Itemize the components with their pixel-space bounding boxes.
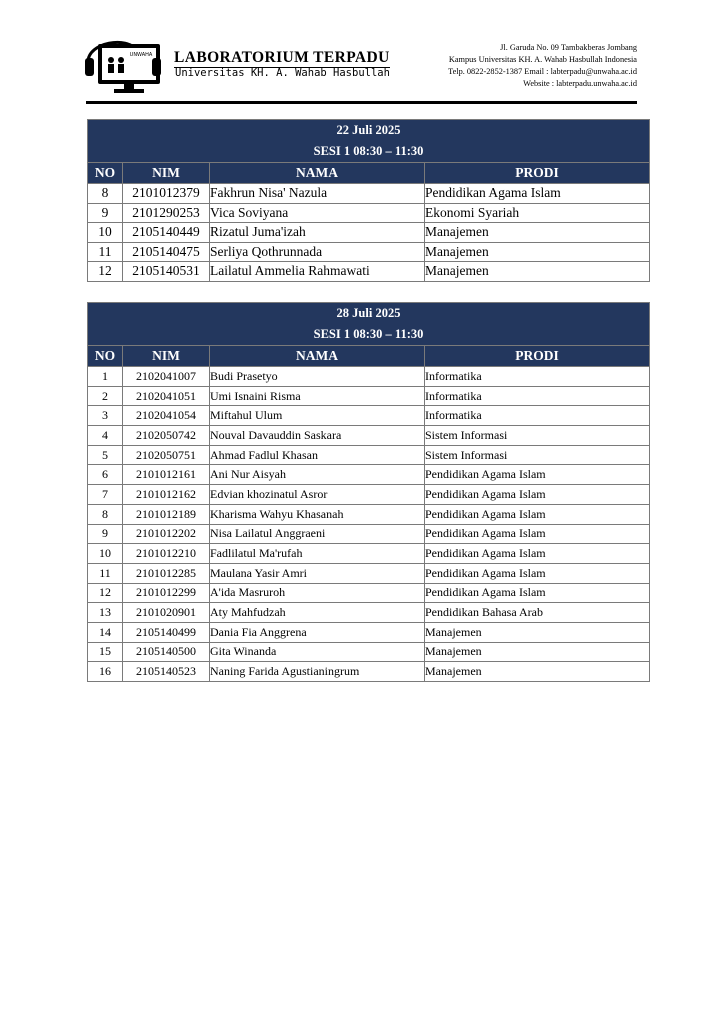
cell-nama: Nouval Davauddin Saskara xyxy=(210,426,425,446)
cell-nama: Aty Mahfudzah xyxy=(210,603,425,623)
cell-nama: Maulana Yasir Amri xyxy=(210,563,425,583)
cell-prodi: Pendidikan Agama Islam xyxy=(425,583,650,603)
cell-no: 12 xyxy=(88,262,123,282)
cell-nim: 2102050742 xyxy=(123,426,210,446)
website-line: Website : labterpadu.unwaha.ac.id xyxy=(523,79,637,88)
col-header-nim: NIM xyxy=(123,346,210,367)
col-header-no: NO xyxy=(88,163,123,184)
cell-no: 10 xyxy=(88,544,123,564)
cell-nama: Vica Soviyana xyxy=(210,203,425,223)
col-header-prodi: PRODI xyxy=(425,163,650,184)
col-header-no: NO xyxy=(88,346,123,367)
cell-nim: 2101012161 xyxy=(123,465,210,485)
cell-nama: Fakhrun Nisa' Nazula xyxy=(210,184,425,204)
table-row xyxy=(88,603,650,623)
col-header-nama: NAMA xyxy=(210,346,425,367)
cell-prodi: Pendidikan Bahasa Arab xyxy=(425,603,650,623)
cell-prodi: Pendidikan Agama Islam xyxy=(425,465,650,485)
header-divider xyxy=(86,101,637,104)
cell-nama: Gita Winanda xyxy=(210,642,425,662)
cell-no: 14 xyxy=(88,622,123,642)
cell-no: 15 xyxy=(88,642,123,662)
cell-nim: 2101012210 xyxy=(123,544,210,564)
table-row xyxy=(88,642,650,662)
cell-nama: Fadlilatul Ma'rufah xyxy=(210,544,425,564)
cell-nama: Lailatul Ammelia Rahmawati xyxy=(210,262,425,282)
table-title-row xyxy=(88,120,650,163)
cell-prodi: Manajemen xyxy=(425,622,650,642)
cell-nim: 2101012162 xyxy=(123,485,210,505)
cell-prodi: Sistem Informasi xyxy=(425,426,650,446)
cell-no: 9 xyxy=(88,524,123,544)
university-name: Universitas KH. A. Wahab Hasbullah xyxy=(175,67,390,79)
cell-nim: 2105140531 xyxy=(123,262,210,282)
lab-name: LABORATORIUM TERPADU xyxy=(174,49,390,66)
table-row xyxy=(88,563,650,583)
cell-nama: Nisa Lailatul Anggraeni xyxy=(210,524,425,544)
cell-prodi: Informatika xyxy=(425,386,650,406)
table-row xyxy=(88,386,650,406)
cell-no: 4 xyxy=(88,426,123,446)
phone-email-line: Telp. 0822-2852-1387 Email : labterpadu@unwaha.ac.id xyxy=(448,67,637,76)
cell-no: 12 xyxy=(88,583,123,603)
col-header-nim: NIM xyxy=(123,163,210,184)
cell-prodi: Sistem Informasi xyxy=(425,445,650,465)
cell-nim: 2101012299 xyxy=(123,583,210,603)
cell-no: 10 xyxy=(88,223,123,243)
table-row xyxy=(88,223,650,243)
cell-nim: 2102041051 xyxy=(123,386,210,406)
cell-no: 8 xyxy=(88,184,123,204)
cell-prodi: Pendidikan Agama Islam xyxy=(425,524,650,544)
cell-prodi: Manajemen xyxy=(425,642,650,662)
session-time: SESI 1 08:30 – 11:30 xyxy=(313,144,424,158)
cell-nim: 2101290253 xyxy=(123,203,210,223)
table-row xyxy=(88,583,650,603)
table-row xyxy=(88,426,650,446)
cell-no: 7 xyxy=(88,485,123,505)
cell-no: 11 xyxy=(88,242,123,262)
table-row xyxy=(88,662,650,682)
table-row xyxy=(88,524,650,544)
table-row xyxy=(88,242,650,262)
cell-nama: Edvian khozinatul Asror xyxy=(210,485,425,505)
cell-nama: Rizatul Juma'izah xyxy=(210,223,425,243)
cell-nim: 2105140523 xyxy=(123,662,210,682)
cell-nama: Umi Isnaini Risma xyxy=(210,386,425,406)
cell-nim: 2105140500 xyxy=(123,642,210,662)
table-row xyxy=(88,406,650,426)
cell-no: 8 xyxy=(88,504,123,524)
cell-no: 9 xyxy=(88,203,123,223)
session-time: SESI 1 08:30 – 11:30 xyxy=(313,327,424,341)
cell-no: 1 xyxy=(88,367,123,387)
cell-prodi: Pendidikan Agama Islam xyxy=(425,184,650,204)
cell-prodi: Manajemen xyxy=(425,242,650,262)
cell-nim: 2101012379 xyxy=(123,184,210,204)
cell-prodi: Ekonomi Syariah xyxy=(425,203,650,223)
cell-no: 3 xyxy=(88,406,123,426)
table-row xyxy=(88,504,650,524)
table-row xyxy=(88,544,650,564)
exam-date: 28 Juli 2025 xyxy=(336,306,401,320)
letterhead xyxy=(84,36,640,96)
cell-no: 13 xyxy=(88,603,123,623)
table-title-row xyxy=(88,303,650,346)
cell-nim: 2101012189 xyxy=(123,504,210,524)
column-header-row xyxy=(88,346,650,367)
cell-nim: 2102041007 xyxy=(123,367,210,387)
schedule-table-2 xyxy=(87,302,650,682)
cell-nama: Budi Prasetyo xyxy=(210,367,425,387)
cell-prodi: Pendidikan Agama Islam xyxy=(425,504,650,524)
cell-nama: Kharisma Wahyu Khasanah xyxy=(210,504,425,524)
contact-block xyxy=(448,42,637,90)
table-row xyxy=(88,445,650,465)
cell-prodi: Pendidikan Agama Islam xyxy=(425,544,650,564)
cell-no: 11 xyxy=(88,563,123,583)
cell-nama: Dania Fia Anggrena xyxy=(210,622,425,642)
cell-nim: 2105140449 xyxy=(123,223,210,243)
cell-no: 6 xyxy=(88,465,123,485)
cell-nim: 2105140499 xyxy=(123,622,210,642)
exam-date: 22 Juli 2025 xyxy=(336,123,401,137)
cell-no: 16 xyxy=(88,662,123,682)
col-header-nama: NAMA xyxy=(210,163,425,184)
table-row xyxy=(88,465,650,485)
cell-nim: 2101020901 xyxy=(123,603,210,623)
cell-prodi: Pendidikan Agama Islam xyxy=(425,563,650,583)
cell-nim: 2101012202 xyxy=(123,524,210,544)
table-row xyxy=(88,203,650,223)
cell-prodi: Manajemen xyxy=(425,262,650,282)
table-row xyxy=(88,184,650,204)
cell-prodi: Informatika xyxy=(425,367,650,387)
cell-prodi: Manajemen xyxy=(425,662,650,682)
cell-nama: Miftahul Ulum xyxy=(210,406,425,426)
cell-nama: Ani Nur Aisyah xyxy=(210,465,425,485)
cell-prodi: Informatika xyxy=(425,406,650,426)
cell-nama: Ahmad Fadlul Khasan xyxy=(210,445,425,465)
table-row xyxy=(88,622,650,642)
cell-nim: 2105140475 xyxy=(123,242,210,262)
table-row xyxy=(88,367,650,387)
cell-prodi: Pendidikan Agama Islam xyxy=(425,485,650,505)
campus-line: Kampus Universitas KH. A. Wahab Hasbullah Indonesia xyxy=(448,55,637,64)
cell-no: 2 xyxy=(88,386,123,406)
cell-nim: 2101012285 xyxy=(123,563,210,583)
column-header-row xyxy=(88,163,650,184)
col-header-prodi: PRODI xyxy=(425,346,650,367)
lab-logo xyxy=(84,36,166,94)
cell-nim: 2102050751 xyxy=(123,445,210,465)
cell-no: 5 xyxy=(88,445,123,465)
table-row xyxy=(88,485,650,505)
cell-nama: Serliya Qothrunnada xyxy=(210,242,425,262)
schedule-table-1 xyxy=(87,119,650,282)
cell-nama: A'ida Masruroh xyxy=(210,583,425,603)
logo-text: UNWAHA xyxy=(129,52,153,58)
cell-nama: Naning Farida Agustianingrum xyxy=(210,662,425,682)
cell-prodi: Manajemen xyxy=(425,223,650,243)
table-row xyxy=(88,262,650,282)
address-line: Jl. Garuda No. 09 Tambakberas Jombang xyxy=(500,43,637,52)
cell-nim: 2102041054 xyxy=(123,406,210,426)
